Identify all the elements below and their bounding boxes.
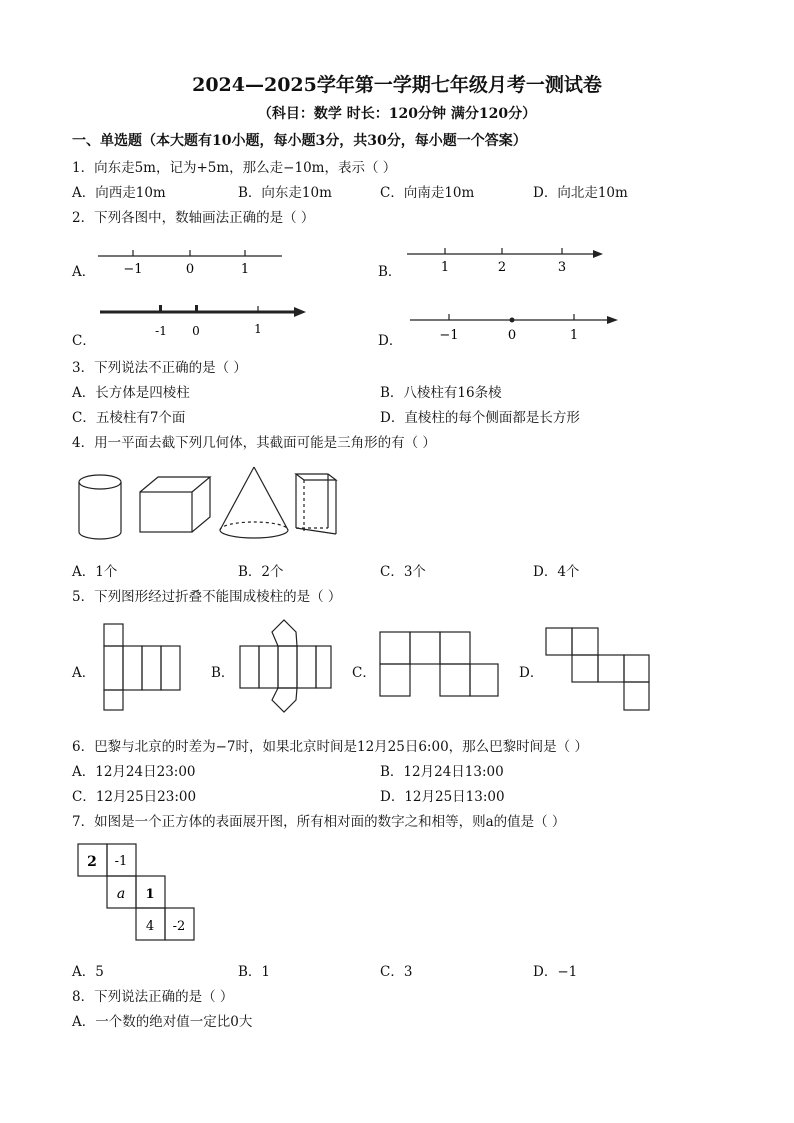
q1-option-d: D．向北走10m (533, 185, 628, 201)
question-4-stem: 4．用一平面去截下列几何体，其截面可能是三角形的有（ ） (72, 435, 436, 451)
q2-b-tick-label: 1 (440, 260, 450, 275)
question-3-stem: 3．下列说法不正确的是（ ） (72, 360, 247, 376)
q3-option-a: A．长方体是四棱柱 (72, 385, 190, 401)
q7-option-d: D．−1 (533, 964, 578, 980)
q2-a-tick-label: −1 (123, 262, 143, 277)
cone-shape (220, 467, 288, 538)
q2-option-b: B． (378, 264, 402, 280)
q7-cell-label: 4 (145, 919, 155, 934)
cylinder-shape (79, 475, 121, 539)
q5-option-d: D． (519, 665, 544, 681)
q2-d-tick-label: 1 (569, 328, 579, 343)
q3-option-d: D．直棱柱的每个侧面都是长方形 (380, 410, 580, 426)
cuboid-shape (140, 477, 210, 532)
q2-c-tick-label: -1 (155, 324, 167, 338)
exam-subtitle: （科目：数学 时长：120分钟 满分120分） (257, 106, 537, 122)
q5-net-b (236, 616, 336, 716)
triangular-prism-shape (294, 468, 344, 540)
question-6-stem: 6．巴黎与北京的时差为−7时，如果北京时间是12月25日6:00，那么巴黎时间是（ ） (72, 739, 588, 755)
q7-option-b: B．1 (238, 964, 271, 980)
q6-option-b: B．12月24日13:00 (380, 764, 504, 780)
question-5-stem: 5．下列图形经过折叠不能围成棱柱的是（ ） (72, 589, 342, 605)
q1-option-b: B．向东走10m (238, 185, 332, 201)
q4-option-b: B．2个 (238, 564, 284, 580)
q5-option-c: C． (352, 665, 376, 681)
question-2-stem: 2．下列各图中，数轴画法正确的是（ ） (72, 210, 315, 226)
q5-option-b: B． (211, 665, 235, 681)
q2-b-tick-label: 3 (557, 260, 567, 275)
question-1-stem: 1．向东走5m，记为+5m，那么走−10m，表示（ ） (72, 160, 397, 176)
question-8-stem: 8．下列说法正确的是（ ） (72, 989, 234, 1005)
q7-option-c: C．3 (380, 964, 413, 980)
q2-d-tick-label: 0 (507, 328, 517, 343)
q4-option-c: C．3个 (380, 564, 426, 580)
q2-a-tick-label: 1 (240, 262, 250, 277)
q4-option-d: D．4个 (533, 564, 580, 580)
q7-cell-label: -1 (114, 854, 128, 869)
q6-option-d: D．12月25日13:00 (380, 789, 505, 805)
question-7-stem: 7．如图是一个正方体的表面展开图，所有相对面的数字之和相等，则a的值是（ ） (72, 814, 566, 830)
section-heading: 一、单选题（本大题有10小题，每小题3分，共30分，每小题一个答案） (72, 133, 527, 149)
q3-option-b: B．八棱柱有16条棱 (380, 385, 502, 401)
q5-net-c (378, 630, 503, 700)
q5-option-a: A． (72, 665, 96, 681)
q2-b-tick-label: 2 (497, 260, 507, 275)
q6-option-a: A．12月24日23:00 (72, 764, 196, 780)
q2-figure-c-number-line (98, 298, 313, 343)
q8-option-a: A．一个数的绝对值一定比0大 (72, 1014, 253, 1030)
q2-option-d: D． (378, 333, 403, 349)
q2-option-c: C． (72, 333, 96, 349)
q7-cell-label: -2 (172, 919, 186, 934)
q7-cell-label: 1 (145, 887, 155, 902)
q2-option-a: A． (72, 264, 96, 280)
q7-cell-label: 2 (87, 854, 97, 870)
q6-option-c: C．12月25日23:00 (72, 789, 197, 805)
q2-c-tick-label: 1 (254, 322, 262, 336)
q5-net-a (98, 620, 188, 714)
q2-a-tick-label: 0 (185, 262, 195, 277)
q7-cell-label: a (116, 886, 126, 902)
q2-d-tick-label: −1 (439, 328, 459, 343)
q1-option-a: A．向西走10m (72, 185, 166, 201)
q5-net-d (544, 626, 654, 714)
q2-figure-d-number-line (408, 306, 623, 346)
q7-cube-net (76, 842, 200, 946)
q1-option-c: C．向南走10m (380, 185, 475, 201)
q3-option-c: C．五棱柱有7个面 (72, 410, 186, 426)
exam-title: 2024—2025学年第一学期七年级月考一测试卷 (192, 74, 602, 96)
q7-option-a: A．5 (72, 964, 104, 980)
q2-c-tick-label: 0 (192, 324, 200, 338)
q4-option-a: A．1个 (72, 564, 118, 580)
q2-figure-b-number-line (405, 240, 615, 280)
q2-figure-a-number-line (96, 240, 296, 280)
